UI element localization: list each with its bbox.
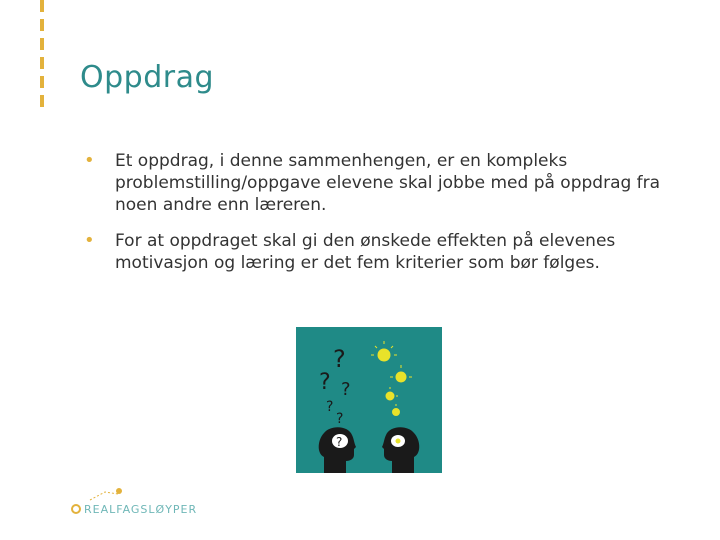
- bullet-item: [84, 150, 684, 216]
- bullet-item: [84, 230, 684, 274]
- question-mark: ?: [341, 379, 351, 400]
- question-mark: ?: [326, 399, 334, 415]
- head-question-mark: ?: [336, 435, 343, 449]
- question-mark: ?: [333, 345, 346, 373]
- bullet-dot-icon: •: [84, 230, 95, 251]
- thinking-heads-illustration: [296, 327, 442, 473]
- question-mark: ?: [319, 370, 331, 395]
- slide-title: Oppdrag: [80, 60, 215, 95]
- bullet-text: For at oppdraget skal gi den ønskede effekten på elevenes motivasjon og læring er det fem kriterier som bør følges.: [115, 231, 616, 273]
- bullet-text: Et oppdrag, i denne sammenhengen, er en kompleks problemstilling/oppgave elevene skal jobbe med på oppdrag fra noen andre enn læreren.: [115, 151, 661, 215]
- question-mark: ?: [336, 411, 344, 427]
- bullet-dot-icon: •: [84, 150, 95, 171]
- logo-text: REALFAGSLØYPER: [84, 503, 198, 516]
- illustration-background: [296, 327, 442, 473]
- bullet-list: [84, 150, 684, 288]
- accent-bar: [40, 0, 44, 114]
- realfagsloyper-logo: [70, 486, 200, 526]
